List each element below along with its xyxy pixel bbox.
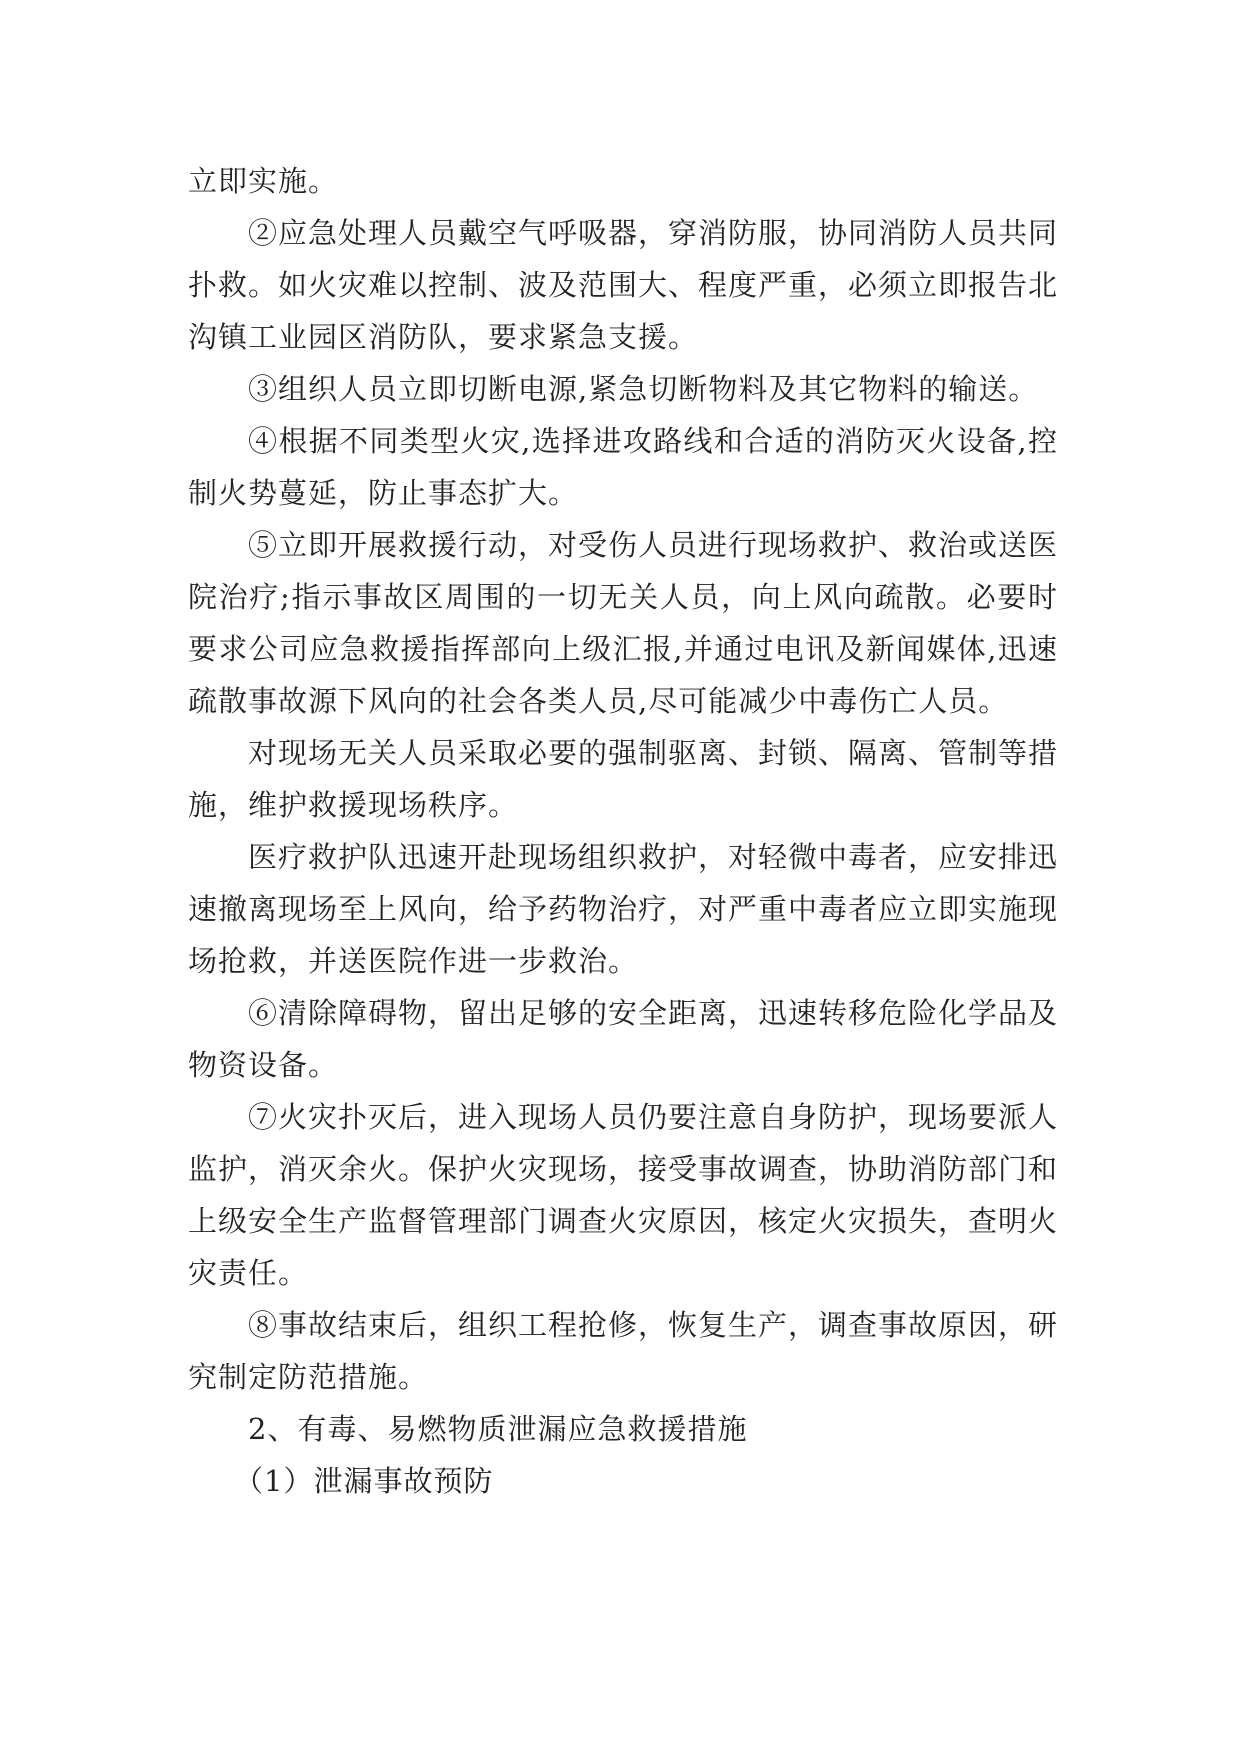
paragraph-step-2: ②应急处理人员戴空气呼吸器，穿消防服，协同消防人员共同扑救。如火灾难以控制、波及范围大、程度严重，必须立即报告北沟镇工业园区消防队，要求紧急支援。 (188, 216, 1059, 354)
subsection-heading-leak-prevention: （1）泄漏事故预防 (234, 1464, 494, 1498)
paragraph-medical-rescue: 医疗救护队迅速开赴现场组织救护，对轻微中毒者，应安排迅速撤离现场至上风向，给予药物治疗，对严重中毒者应立即实施现场抢救，并送医院作进一步救治。 (188, 840, 1059, 978)
paragraph-step-8: ⑧事故结束后，组织工程抢修，恢复生产，调查事故原因，研究制定防范措施。 (188, 1308, 1059, 1394)
paragraph-step-7: ⑦火灾扑灭后，进入现场人员仍要注意自身防护，现场要派人监护，消灭余火。保护火灾现场，接受事故调查，协助消防部门和上级安全生产监督管理部门调查火灾原因，核定火灾损失，查明火灾责任。 (188, 1100, 1059, 1290)
paragraph-step-6: ⑥清除障碍物，留出足够的安全距离，迅速转移危险化学品及物资设备。 (188, 996, 1059, 1082)
paragraph-continuation: 立即实施。 (188, 164, 339, 198)
paragraph-step-3: ③组织人员立即切断电源,紧急切断物料及其它物料的输送。 (248, 372, 1039, 406)
paragraph-step-4: ④根据不同类型火灾,选择进攻路线和合适的消防灭火设备,控制火势蔓延，防止事态扩大。 (188, 424, 1058, 510)
paragraph-site-control: 对现场无关人员采取必要的强制驱离、封锁、隔离、管制等措施，维护救援现场秩序。 (188, 736, 1059, 822)
section-heading-leak-response: 2、有毒、易燃物质泄漏应急救援措施 (248, 1412, 748, 1446)
paragraph-step-5: ⑤立即开展救援行动，对受伤人员进行现场救护、救治或送医院治疗;指示事故区周围的一切无关人员，向上风向疏散。必要时要求公司应急救援指挥部向上级汇报,并通过电讯及新闻媒体,迅速疏散事故源下风向的社会各类人员,尽可能减少中毒伤亡人员。 (188, 528, 1059, 718)
document-body (188, 155, 1058, 1507)
